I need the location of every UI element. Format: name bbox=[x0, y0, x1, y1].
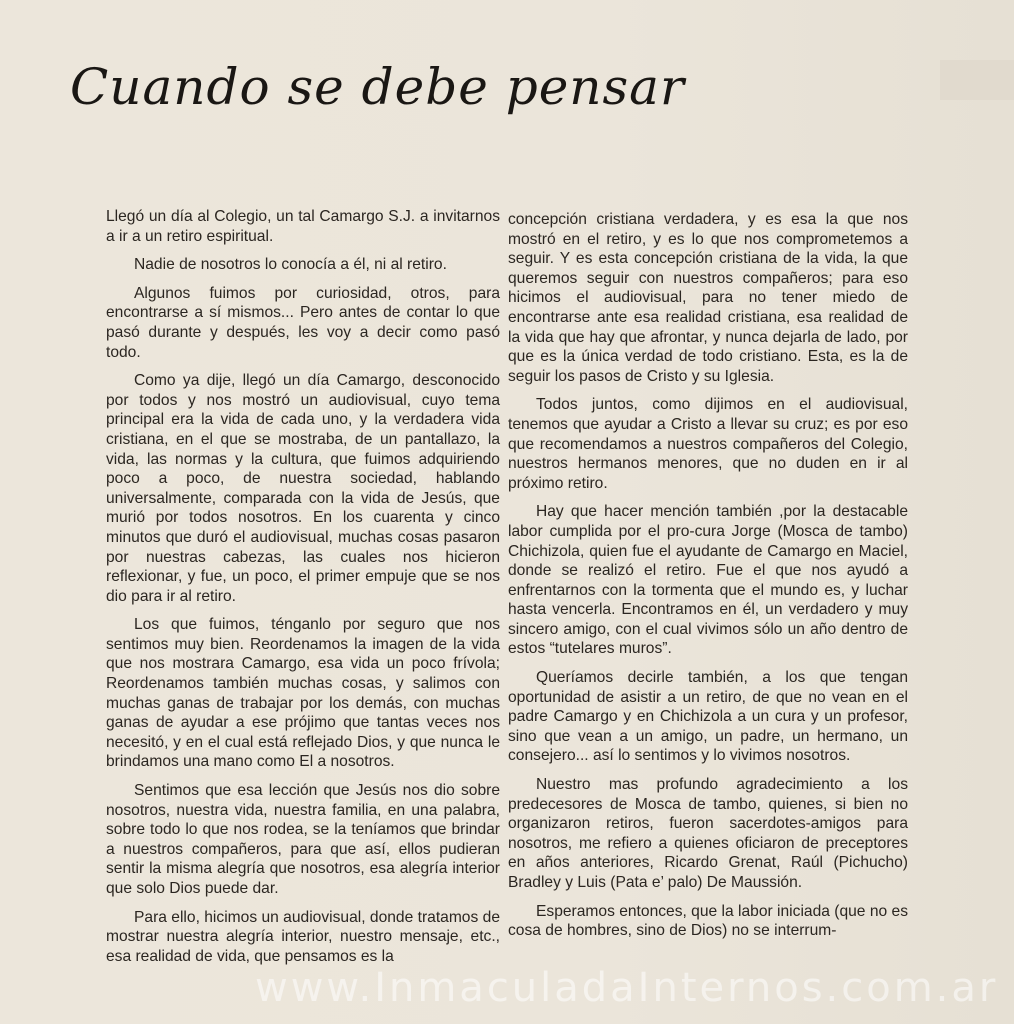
paragraph: Nadie de nosotros lo conocía a él, ni al retiro. bbox=[134, 256, 447, 274]
paragraph: concepción cristiana verdadera, y es esa la que nos mostró en el retiro, y es lo que nos comprometemos a seguir. Y es esta concepción cristiana de la vida, la que queremos seguir con nuestros compañeros; para eso hicimos el audiovisual, para no tener miedo de encontrarse ante esa realidad cristiana, esa realidad de la vida que hay que afrontar, y nunca dejarla de lado, por que es la única verdad de todo cristiano. Esta, es la de seguir los pasos de Cristo y su Iglesia. bbox=[508, 211, 908, 385]
paragraph: Sentimos que esa lección que Jesús nos dio sobre nosotros, nuestra vida, nuestra familia, en una palabra, sobre todo lo que nos rodea, se la teníamos que brindar a nuestros compañeros, para que así, ellos pudieran sentir la misma alegría que nosotros, esa alegría interior que solo Dios puede dar. bbox=[106, 782, 500, 897]
paragraph: Los que fuimos, ténganlo por seguro que nos sentimos muy bien. Reordenamos la imagen de la vida que nos mostrara Camargo, esa vida un poco frívola; Reordenamos también muchas cosas, y salimos con muchas ganas de trabajar por los demás, con muchas ganas de ayudar a ese prójimo que tantas veces nos necesitó, y en el cual está reflejado Dios, y que nunca le brindamos una mano como El a nosotros. bbox=[106, 616, 500, 771]
article-title: Cuando se debe pensar bbox=[70, 58, 685, 116]
paragraph: Como ya dije, llegó un día Camargo, desconocido por todos y nos mostró un audiovisual, cuyo tema principal era la vida de cada uno, y la verdadera vida cristiana, en el que se mostraba, de un pantallazo, la vida, las normas y la cultura, que fuimos adquiriendo poco a poco, de nuestra sociedad, hablando universalmente, comparada con la vida de Jesús, que murió por todos nosotros. En los cuarenta y cinco minutos que duró el audiovisual, muchas cosas pasaron por nuestras cabezas, las cuales nos hicieron reflexionar, y fue, un poco, el primer empuje que se nos dio para ir al retiro. bbox=[106, 372, 500, 605]
paragraph: Esperamos entonces, que la labor iniciada (que no es cosa de hombres, sino de Dios) no se interrum- bbox=[508, 902, 908, 940]
paragraph: Llegó un día al Colegio, un tal Camargo S.J. a invitarnos a ir a un retiro espiritual. bbox=[106, 208, 500, 245]
right-column bbox=[508, 210, 908, 950]
bleed-through-shadow bbox=[940, 60, 1014, 100]
paragraph: Nuestro mas profundo agradecimiento a los predecesores de Mosca de tambo, quienes, si bien no organizaron retiros, fueron sacerdotes-amigos para nosotros, me refiero a quienes oficiaron de preceptores en años anteriores, Ricardo Grenat, Raúl (Pichucho) Bradley y Luis (Pata e’ palo) De Maussión. bbox=[508, 776, 908, 891]
paragraph: Todos juntos, como dijimos en el audiovisual, tenemos que ayudar a Cristo a llevar su cruz; es por eso que recomendamos a nuestros compañeros del Colegio, nuestros hermanos menores, que no duden en ir al próximo retiro. bbox=[508, 396, 908, 492]
website-watermark: www.InmaculadaInternos.com.ar bbox=[255, 965, 999, 1011]
paragraph: Algunos fuimos por curiosidad, otros, para encontrarse a sí mismos... Pero antes de contar lo que pasó durante y después, les voy a decir como pasó todo. bbox=[106, 284, 500, 361]
paragraph: Para ello, hicimos un audiovisual, donde tratamos de mostrar nuestra alegría interior, nuestro mensaje, etc., esa realidad de vida, que pensamos es la bbox=[106, 908, 500, 965]
paragraph: Hay que hacer mención también ,por la destacable labor cumplida por el pro-cura Jorge (Mosca de tambo) Chichizola, quien fue el ayudante de Camargo en Maciel, donde se realizó el retiro. Fue el que nos ayudó a enfrentarnos con la tormenta que el mundo es, y luchar hasta vencerla. Encontramos en él, un verdadero y muy sincero amigo, con el cual vivimos sólo un año dentro de estos “tutelares muros”. bbox=[508, 503, 908, 658]
left-column bbox=[106, 207, 500, 975]
paragraph: Queríamos decirle también, a los que tengan oportunidad de asistir a un retiro, de que no vean en el padre Camargo y en Chichizola a un cura y un profesor, sino que vean a un amigo, un padre, un hermano, un consejero... así lo sentimos y lo vivimos nosotros. bbox=[508, 669, 908, 765]
